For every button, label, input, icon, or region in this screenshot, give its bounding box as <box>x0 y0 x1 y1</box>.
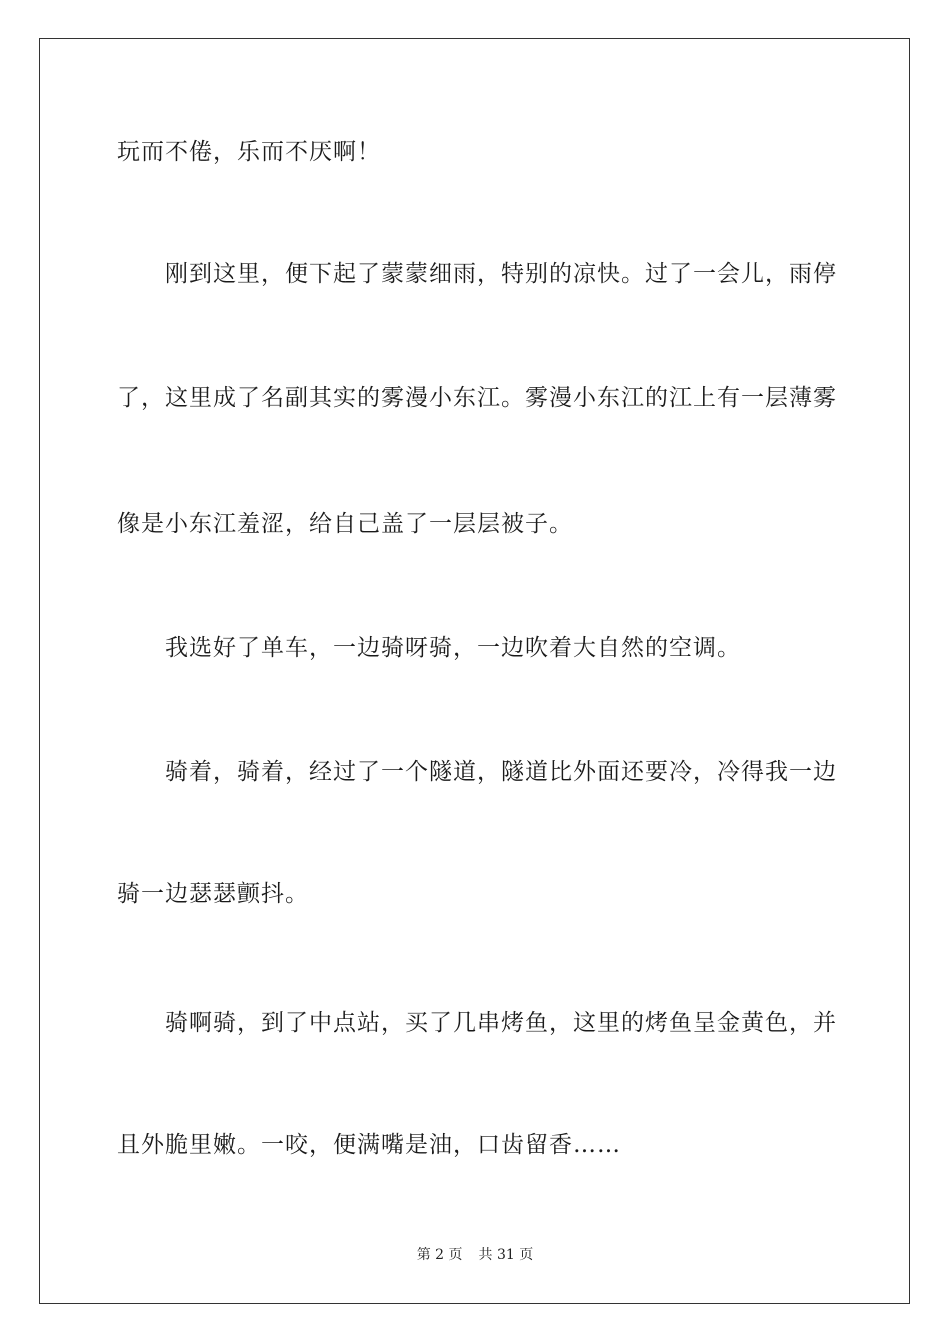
paragraph-line: 刚到这里，便下起了蒙蒙细雨，特别的凉快。过了一会儿，雨停 <box>165 261 837 287</box>
paragraph-line: 玩而不倦，乐而不厌啊！ <box>117 139 381 165</box>
page-footer <box>0 1246 950 1264</box>
page-total: 共 31 页 <box>478 1247 534 1263</box>
paragraph-line: 了，这里成了名副其实的雾漫小东江。雾漫小东江的江上有一层薄雾 <box>117 385 837 411</box>
page-border <box>39 38 910 1304</box>
page-number: 第 2 页 <box>416 1247 463 1263</box>
paragraph-line: 像是小东江羞涩，给自己盖了一层层被子。 <box>117 511 573 537</box>
paragraph-line: 且外脆里嫩。一咬，便满嘴是油，口齿留香…… <box>117 1132 621 1158</box>
paragraph-line: 骑着，骑着，经过了一个隧道，隧道比外面还要冷，冷得我一边 <box>165 759 837 785</box>
paragraph-line: 我选好了单车，一边骑呀骑，一边吹着大自然的空调。 <box>165 635 741 661</box>
paragraph-line: 骑一边瑟瑟颤抖。 <box>117 881 309 907</box>
paragraph-line: 骑啊骑，到了中点站，买了几串烤鱼，这里的烤鱼呈金黄色，并 <box>165 1010 837 1036</box>
